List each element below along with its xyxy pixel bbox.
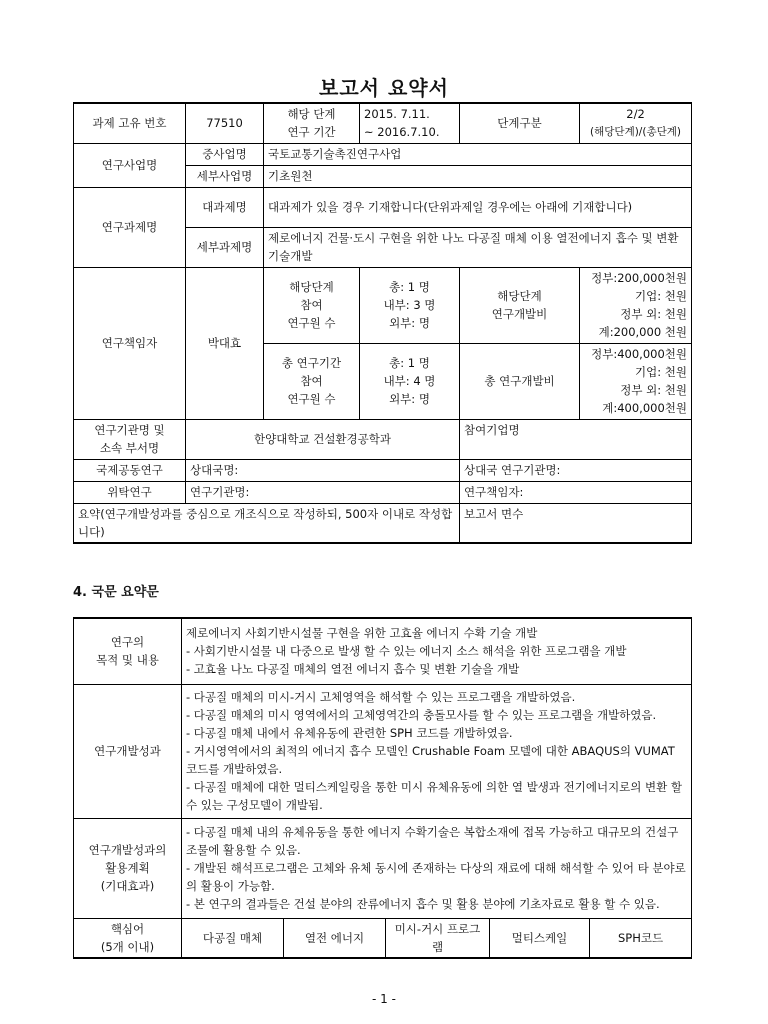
pi-label: 연구책임자 — [74, 267, 186, 419]
page-number: - 1 - — [372, 992, 396, 1006]
stage-label: 단계구분 — [460, 103, 580, 143]
pi-name: 박대효 — [186, 267, 264, 419]
stage-cost-values: 정부:200,000천원 기업: 천원 정부 외: 천원 계:200,000 천원 — [580, 267, 692, 343]
keyword-2: 열전 에너지 — [284, 918, 386, 958]
period-label: 해당 단계 연구 기간 — [264, 103, 360, 143]
korean-summary-table — [73, 617, 692, 959]
major-label: 대과제명 — [186, 187, 264, 227]
consign-label: 위탁연구 — [74, 481, 186, 503]
period-value: 2015. 7.11. ~ 2016.7.10. — [360, 103, 460, 143]
project-label: 연구과제명 — [74, 187, 186, 267]
sub-text: 제로에너지 건물·도시 구현을 위한 나노 다공질 매체 이용 열전에너지 흡수 및 변환 기술개발 — [264, 227, 692, 267]
total-res-values: 총: 1 명 내부: 4 명 외부: 명 — [360, 343, 460, 419]
stage-value: 2/2 (해당단계)/(총단계) — [580, 103, 692, 143]
total-cost-values: 정부:400,000천원 기업: 천원 정부 외: 천원 계:400,000천원 — [580, 343, 692, 419]
summary-table — [73, 102, 692, 544]
org-label: 연구기관명 및 소속 부서명 — [74, 419, 186, 459]
stage-cost-label: 해당단계 연구개발비 — [460, 267, 580, 343]
sub-label: 세부과제명 — [186, 227, 264, 267]
abstract-note: 요약(연구개발성과를 중심으로 개조식으로 작성하되, 500자 이내로 작성합니다) — [74, 503, 460, 543]
task-no: 77510 — [186, 103, 264, 143]
plan-content: - 다공질 매체 내의 유체유동을 통한 에너지 수확기술은 복합소재에 접목 가능하고 대규모의 건설구조물에 활용할 수 있음. - 개발된 해석프로그램은 고체와 유체 동시에 존재하는 다상의 재료에 대해 해석할 수 있어 타 분야로의 활용이 가능함. - 본 연구의 결과들은 건설 분야의 잔류에너지 흡수 및 활용 분야에 기초자료로 활용 할 수 있음. — [182, 818, 692, 918]
intl-org: 상대국 연구기관명: — [460, 459, 692, 481]
total-res-label: 총 연구기간 참여 연구원 수 — [264, 343, 360, 419]
task-no-label: 과제 고유 번호 — [74, 103, 186, 143]
page-title: 보고서 요약서 — [319, 76, 449, 100]
pages-label: 보고서 면수 — [460, 503, 692, 543]
keyword-3: 미시-거시 프로그램 — [386, 918, 490, 958]
major-text: 대과제가 있을 경우 기재합니다(단위과제일 경우에는 아래에 기재합니다) — [264, 187, 692, 227]
mid-biz: 국토교통기술촉진연구사업 — [264, 143, 692, 165]
keyword-4: 멀티스케일 — [490, 918, 590, 958]
detail-biz-label: 세부사업명 — [186, 165, 264, 187]
partner-label: 참여기업명 — [460, 419, 692, 459]
stage-res-label: 해당단계 참여 연구원 수 — [264, 267, 360, 343]
section-title: 4. 국문 요약문 — [73, 585, 159, 600]
total-cost-label: 총 연구개발비 — [460, 343, 580, 419]
org-value: 한양대학교 건설환경공학과 — [186, 419, 460, 459]
consign-org: 연구기관명: — [186, 481, 460, 503]
detail-biz: 기초원천 — [264, 165, 692, 187]
plan-label: 연구개발성과의 활용계획 (기대효과) — [74, 818, 182, 918]
keyword-5: SPH코드 — [590, 918, 692, 958]
keywords-label: 핵심어 (5개 이내) — [74, 918, 182, 958]
intl-country: 상대국명: — [186, 459, 460, 481]
consign-pi: 연구책임자: — [460, 481, 692, 503]
results-content: - 다공질 매체의 미시-거시 고체영역을 해석할 수 있는 프로그램을 개발하였음. - 다공질 매체의 미시 영역에서의 고체영역간의 충돌모사를 할 수 있는 프로그램을 개발하였음. - 다공질 매체 내에서 유체유동에 관련한 SPH 코드를 개발하였음. - 거시영역에서의 최적의 에너지 흡수 모델인 Crushable Foam 모델에 대한 ABAQUS의 VUMAT 코드를 개발하였음. - 다공질 매체에 대한 멀티스케일링을 통한 미시 유체유동에 의한 열 발생과 전기에너지로의 변환 할 수 있는 구성모델이 개발됨. — [182, 684, 692, 818]
intl-label: 국제공동연구 — [74, 459, 186, 481]
results-label: 연구개발성과 — [74, 684, 182, 818]
purpose-content: 제로에너지 사회기반시설물 구현을 위한 고효율 에너지 수확 기술 개발 - 사회기반시설물 내 다중으로 발생 할 수 있는 에너지 소스 해석을 위한 프로그램을 개발 - 고효율 나노 다공질 매체의 열전 에너지 흡수 및 변환 기술을 개발 — [182, 618, 692, 684]
stage-res-values: 총: 1 명 내부: 3 명 외부: 명 — [360, 267, 460, 343]
biz-label: 연구사업명 — [74, 143, 186, 187]
purpose-label: 연구의 목적 및 내용 — [74, 618, 182, 684]
keyword-1: 다공질 매체 — [182, 918, 284, 958]
mid-biz-label: 중사업명 — [186, 143, 264, 165]
